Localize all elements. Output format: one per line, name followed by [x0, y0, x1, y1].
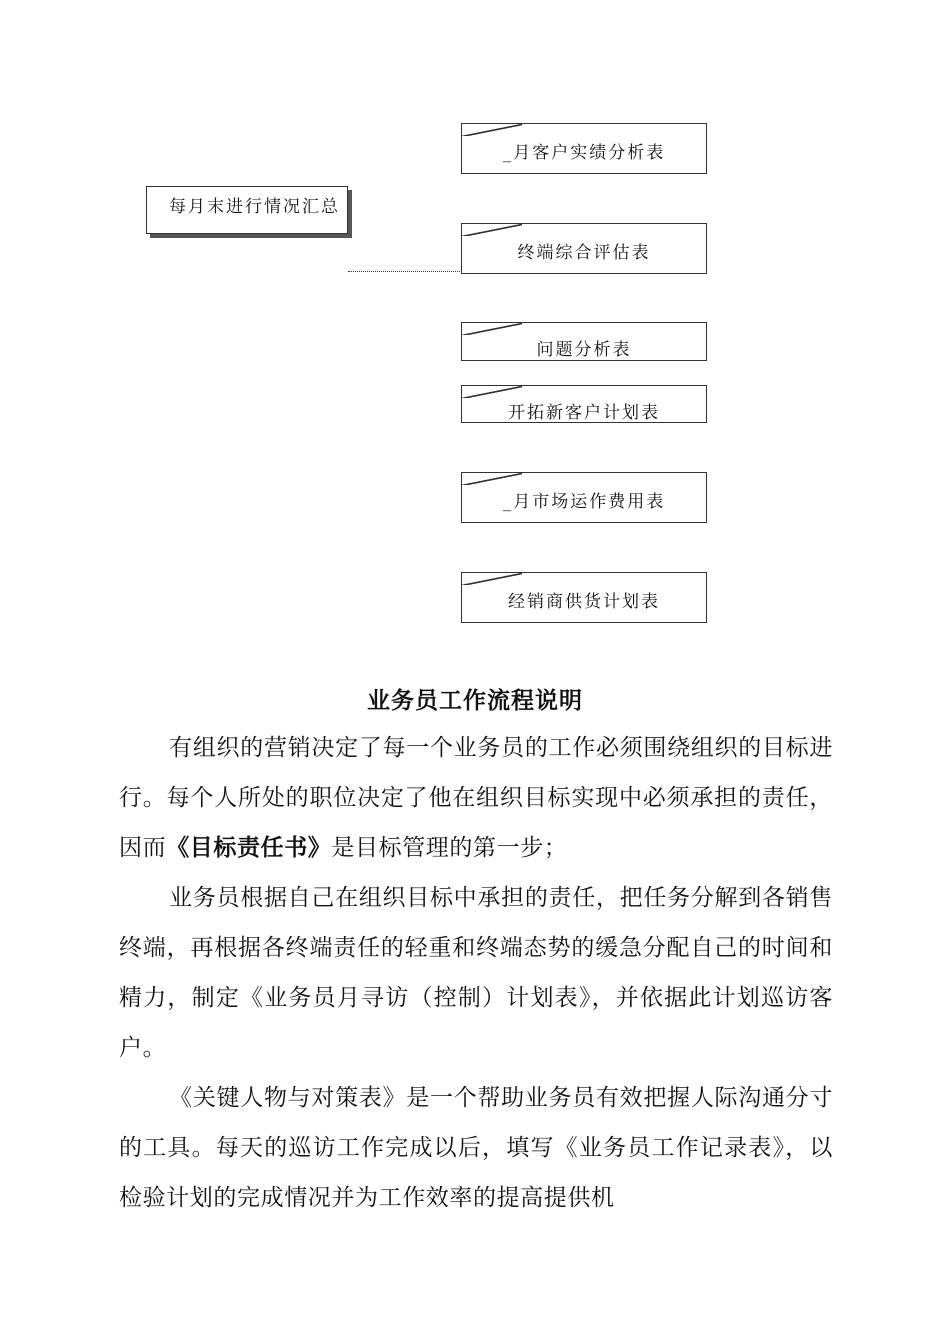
paragraph-1-bold: 《目标责任书》 [166, 835, 332, 861]
paragraph-2-text: 业务员根据自己在组织目标中承担的责任，把任务分解到各销售终端，再根据各终端责任的轻重和终端态势的缓急分配自己的时间和精力，制定《业务员月寻访（控制）计划表》，并依据此计划巡访客户。 [119, 885, 833, 1061]
form-label-problem-analysis: 问题分析表 [536, 340, 632, 360]
form-label-customer-performance: _月客户实绩分析表 [502, 143, 666, 163]
form-label-new-customer-plan: 开拓新客户计划表 [508, 403, 660, 423]
form-box-market-expense [461, 472, 707, 523]
form-label-terminal-evaluation: 终端综合评估表 [517, 243, 651, 263]
page-title: 业务员工作流程说明 [367, 688, 583, 714]
paragraph-1-text-b: 是目标管理的第一步； [331, 835, 568, 861]
paragraph-2 [119, 873, 833, 1073]
form-label-market-expense: _月市场运作费用表 [502, 492, 666, 512]
form-box-customer-performance [461, 123, 707, 174]
monthly-summary-box [146, 186, 348, 234]
form-box-problem-analysis [461, 322, 707, 361]
paragraph-3-text: 《关键人物与对策表》是一个帮助业务员有效把握人际沟通分寸的工具。每天的巡访工作完成以后，填写《业务员工作记录表》，以检验计划的完成情况并为工作效率的提高提供机 [119, 1085, 833, 1211]
form-box-new-customer-plan [461, 385, 707, 423]
form-label-distributor-supply: 经销商供货计划表 [508, 592, 660, 612]
paragraph-1-text-a: 有组织的营销决定了每一个业务员的工作必须围绕组织的目标进行。每个人所处的职位决定了他在组织目标实现中必须承担的责任，因而 [119, 735, 833, 861]
form-box-distributor-supply [461, 572, 707, 623]
form-box-terminal-evaluation [461, 223, 707, 274]
paragraph-1 [119, 723, 833, 873]
connector-dotted-line [348, 271, 462, 272]
monthly-summary-label: 每月末进行情况汇总 [169, 197, 340, 217]
paragraph-3 [119, 1073, 833, 1223]
